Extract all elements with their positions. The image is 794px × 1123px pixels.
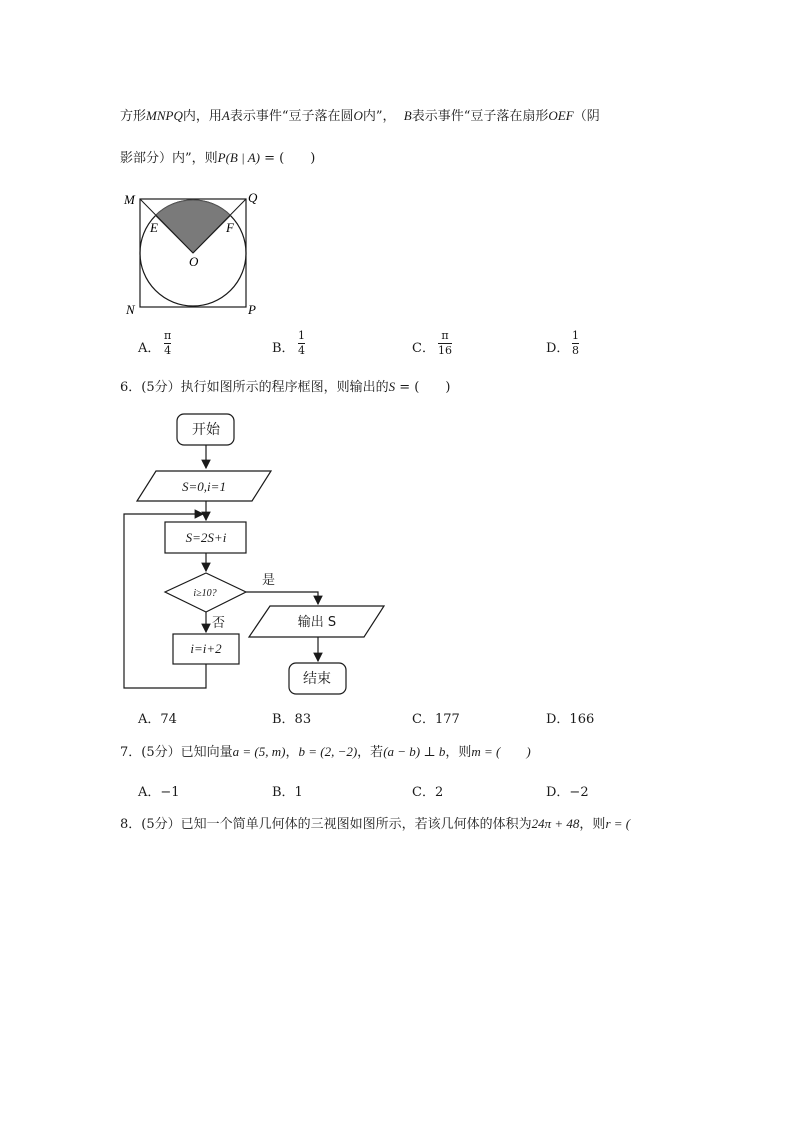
q6-option-b[interactable]: B．83 [272, 712, 312, 727]
label-e: E [150, 220, 158, 235]
q5-option-c-fraction: π 16 [438, 329, 452, 357]
label-q: Q [248, 190, 258, 205]
output-label: 输出 S [297, 615, 337, 630]
q5-option-d-fraction: 1 8 [572, 329, 579, 357]
q6-option-c[interactable]: C．177 [412, 712, 460, 727]
label-f: F [226, 220, 234, 235]
q7-option-a[interactable]: A．−1 [138, 785, 180, 800]
q5-option-b[interactable]: B． [272, 341, 295, 356]
end-label: 结束 [303, 671, 331, 687]
q5-option-c[interactable]: C． [412, 341, 435, 356]
q5-option-b-fraction: 1 4 [298, 329, 305, 357]
q7-option-d[interactable]: D．−2 [546, 785, 589, 800]
label-p: P [248, 302, 256, 317]
q5-option-a-fraction: π 4 [164, 329, 172, 357]
q6-option-a[interactable]: A．74 [138, 712, 177, 727]
no-label: 否 [212, 616, 226, 631]
label-o: O [189, 254, 199, 269]
init-label: S=0,i=1 [182, 479, 226, 494]
label-n: N [126, 302, 135, 317]
q6-option-d[interactable]: D．166 [546, 712, 595, 727]
q8-stem: 8．(5分）已知一个简单几何体的三视图如图所示，若该几何体的体积为24π + 48，则r = ( [120, 816, 631, 832]
q7-option-c[interactable]: C．2 [412, 785, 444, 800]
cond-label: i≥10? [193, 588, 217, 599]
assign-label: S=2S+i [185, 530, 227, 545]
q7-option-b[interactable]: B．1 [272, 785, 303, 800]
q5-line2: 影部分）内”，则P(B | A) = ( ) [120, 150, 316, 166]
q5-option-a[interactable]: A． [138, 341, 161, 356]
yes-label: 是 [262, 573, 276, 588]
q5-option-d[interactable]: D． [546, 341, 570, 356]
label-m: M [124, 192, 135, 207]
q7-stem: 7．(5分）已知向量a = (5, m)，b = (2, −2)，若(a − b) ⊥ b，则m = ( ) [120, 744, 531, 760]
start-label: 开始 [192, 422, 220, 438]
incr-label: i=i+2 [190, 641, 222, 656]
yes-branch-line [246, 592, 318, 604]
q6-stem: 6．(5分）执行如图所示的程序框图，则输出的S = ( ) [120, 379, 451, 395]
q5-line1: 方形MNPQ内，用A表示事件“豆子落在圆O内”， B表示事件“豆子落在扇形OEF（阴 [120, 108, 600, 124]
